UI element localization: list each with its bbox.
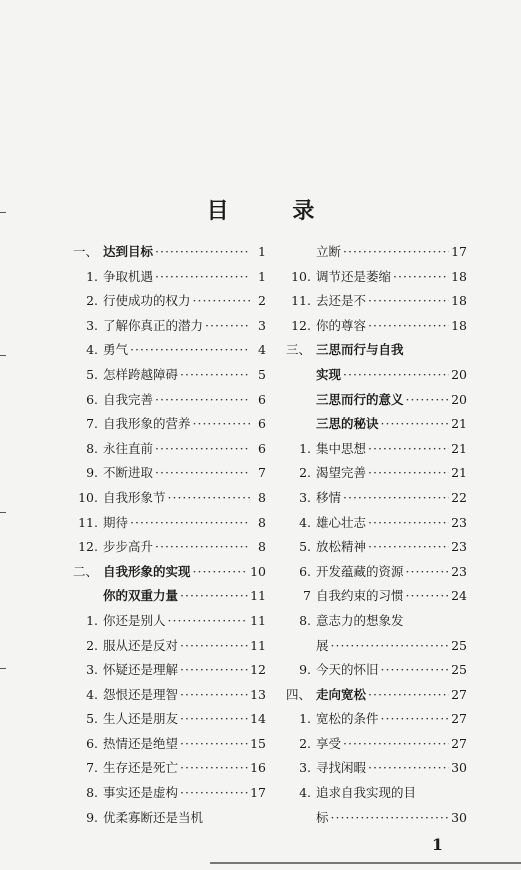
toc-entry-page: 11 bbox=[250, 588, 266, 604]
toc-entry-page: 25 bbox=[451, 662, 467, 678]
toc-entry-text: 开发蕴藏的资源 bbox=[316, 563, 404, 579]
toc-entry-number bbox=[283, 240, 316, 265]
toc-entry-number bbox=[283, 363, 316, 388]
toc-entry-page: 5 bbox=[258, 366, 266, 382]
toc-entry-text: 步步高升 bbox=[103, 539, 154, 555]
toc-entry bbox=[283, 240, 467, 265]
toc-entry-text: 实现 bbox=[316, 366, 342, 382]
toc-leader-dots bbox=[180, 756, 248, 781]
toc-entry-text: 生人还是朋友 bbox=[103, 711, 179, 727]
toc-entry-number: 12. bbox=[78, 539, 98, 555]
toc-entry-page: 20 bbox=[451, 391, 467, 407]
toc-entry bbox=[70, 781, 266, 806]
scan-mark bbox=[0, 668, 6, 669]
toc-entry-text: 不断进取 bbox=[103, 465, 154, 481]
toc-entry-text: 你还是别人 bbox=[103, 612, 166, 628]
toc-entry-number bbox=[70, 584, 103, 609]
toc-entry bbox=[283, 584, 467, 609]
toc-leader-dots bbox=[343, 240, 449, 265]
toc-entry-text: 自我形象节 bbox=[103, 489, 166, 505]
toc-entry-page: 1 bbox=[258, 268, 266, 284]
toc-entry bbox=[283, 609, 467, 634]
toc-entry bbox=[70, 535, 266, 560]
toc-entry-page: 17 bbox=[250, 785, 266, 801]
toc-entry-text: 雄心壮志 bbox=[316, 514, 367, 530]
toc-entry bbox=[283, 314, 467, 339]
bottom-rule bbox=[210, 862, 521, 864]
toc-entry-page: 15 bbox=[250, 735, 266, 751]
toc-entry-page: 10 bbox=[250, 563, 266, 579]
toc-entry bbox=[283, 388, 467, 413]
toc-entry-page: 1 bbox=[258, 244, 266, 259]
toc-entry bbox=[283, 560, 467, 585]
toc-entry-page: 30 bbox=[451, 809, 467, 825]
scan-mark bbox=[0, 512, 6, 513]
toc-entry-number: 5. bbox=[86, 711, 98, 727]
toc-leader-dots bbox=[368, 461, 449, 486]
toc-entry-text: 移情 bbox=[316, 489, 342, 505]
toc-entry-number: 2. bbox=[86, 293, 98, 309]
toc-entry-number bbox=[283, 634, 316, 659]
toc-entry-page: 3 bbox=[258, 317, 266, 333]
toc-entry-number: 2. bbox=[86, 637, 98, 653]
toc-entry-text: 怨恨还是理智 bbox=[103, 686, 179, 702]
toc-entry-page: 23 bbox=[451, 514, 467, 530]
toc-entry bbox=[70, 511, 266, 536]
toc-entry-number: 9. bbox=[86, 809, 98, 825]
toc-entry-number: 6. bbox=[86, 391, 98, 407]
toc-entry bbox=[70, 412, 266, 437]
toc-leader-dots bbox=[193, 289, 250, 314]
toc-entry-text: 怎样跨越障碍 bbox=[103, 366, 179, 382]
toc-entry-number: 2. bbox=[299, 465, 311, 481]
toc-entry-number: 6. bbox=[86, 735, 98, 751]
toc-entry-number: 三、 bbox=[285, 342, 311, 358]
toc-entry bbox=[70, 363, 266, 388]
toc-leader-dots bbox=[368, 511, 449, 536]
toc-entry-number: 7 bbox=[303, 588, 311, 604]
toc-entry-page: 24 bbox=[451, 588, 467, 604]
toc-leader-dots bbox=[180, 781, 248, 806]
toc-entry-page: 17 bbox=[451, 244, 467, 259]
toc-entry-number: 4. bbox=[299, 514, 311, 530]
toc-entry-page: 14 bbox=[250, 711, 266, 727]
toc-entry-text: 你的尊容 bbox=[316, 317, 367, 333]
scan-mark bbox=[0, 212, 6, 213]
toc-entry-number: 5. bbox=[86, 366, 98, 382]
toc-entry bbox=[283, 535, 467, 560]
toc-leader-dots bbox=[406, 388, 450, 413]
toc-entry-number: 12. bbox=[291, 317, 311, 333]
toc-entry-page: 8 bbox=[258, 514, 266, 530]
toc-leader-dots bbox=[180, 363, 250, 388]
toc-entry-text: 三思的秘诀 bbox=[316, 416, 379, 432]
toc-entry-text: 争取机遇 bbox=[103, 268, 154, 284]
toc-entry bbox=[283, 634, 467, 659]
toc-entry-number: 3. bbox=[86, 662, 98, 678]
toc-entry bbox=[283, 511, 467, 536]
toc-entry-number: 1. bbox=[86, 612, 98, 628]
toc-entry-page: 8 bbox=[258, 489, 266, 505]
toc-entry bbox=[283, 363, 467, 388]
toc-leader-dots bbox=[343, 486, 449, 511]
toc-leader-dots bbox=[368, 535, 449, 560]
toc-leader-dots bbox=[368, 683, 449, 708]
toc-entry-text: 怀疑还是理解 bbox=[103, 662, 179, 678]
toc-entry-text: 去还是不 bbox=[316, 293, 367, 309]
toc-leader-dots bbox=[381, 658, 450, 683]
toc-entry bbox=[283, 781, 467, 806]
toc-entry bbox=[70, 756, 266, 781]
toc-entry bbox=[283, 707, 467, 732]
toc-entry-text: 自我形象的实现 bbox=[103, 563, 191, 579]
toc-entry-number: 10. bbox=[78, 489, 98, 505]
toc-entry bbox=[283, 486, 467, 511]
toc-leader-dots bbox=[168, 609, 249, 634]
toc-entry-text: 达到目标 bbox=[103, 244, 154, 259]
toc-entry-text: 热情还是绝望 bbox=[103, 735, 179, 751]
toc-entry-page: 20 bbox=[451, 366, 467, 382]
toc-entry bbox=[70, 486, 266, 511]
toc-entry-text: 行使成功的权力 bbox=[103, 293, 191, 309]
toc-entry bbox=[70, 707, 266, 732]
toc-entry-text: 追求自我实现的目 bbox=[316, 785, 417, 801]
toc-entry-number: 一、 bbox=[72, 244, 98, 259]
toc-entry-page: 25 bbox=[451, 637, 467, 653]
toc-entry-number: 二、 bbox=[72, 563, 98, 579]
toc-leader-dots bbox=[155, 240, 250, 265]
toc-entry bbox=[283, 338, 467, 363]
toc-entry-page: 7 bbox=[258, 465, 266, 481]
toc-entry-page: 2 bbox=[258, 293, 266, 309]
toc-entry bbox=[70, 609, 266, 634]
toc-entry-text: 自我约束的习惯 bbox=[316, 588, 404, 604]
toc-leader-dots bbox=[343, 732, 449, 757]
toc-entry-text: 永往直前 bbox=[103, 440, 154, 456]
toc-entry-page: 21 bbox=[451, 416, 467, 432]
toc-entry-number: 6. bbox=[299, 563, 311, 579]
toc-entry bbox=[283, 683, 467, 708]
toc-entry-text: 寻找闲暇 bbox=[316, 760, 367, 776]
toc-leader-dots bbox=[180, 683, 248, 708]
toc-entry-page: 23 bbox=[451, 539, 467, 555]
toc-entry-page: 16 bbox=[250, 760, 266, 776]
toc-entry-number: 7. bbox=[86, 416, 98, 432]
toc-entry-number: 1. bbox=[299, 711, 311, 727]
toc-leader-dots bbox=[381, 707, 450, 732]
toc-entry bbox=[70, 289, 266, 314]
page-title: 目 录 bbox=[206, 198, 343, 224]
toc-leader-dots bbox=[205, 314, 250, 339]
toc-leader-dots bbox=[180, 707, 248, 732]
toc-entry-page: 23 bbox=[451, 563, 467, 579]
toc-entry bbox=[70, 265, 266, 290]
toc-entry-number: 四、 bbox=[285, 686, 311, 702]
toc-leader-dots bbox=[406, 560, 450, 585]
toc-leader-dots bbox=[130, 511, 250, 536]
toc-entry bbox=[283, 658, 467, 683]
toc-leader-dots bbox=[406, 584, 450, 609]
toc-leader-dots bbox=[180, 658, 248, 683]
toc-entry-text: 三思而行与自我 bbox=[316, 342, 404, 358]
toc-leader-dots bbox=[155, 265, 250, 290]
toc-entry-text: 期待 bbox=[103, 514, 129, 530]
toc-entry-page: 21 bbox=[451, 465, 467, 481]
toc-entry-text: 自我完善 bbox=[103, 391, 154, 407]
toc-leader-dots bbox=[368, 756, 449, 781]
toc-entry-number: 5. bbox=[299, 539, 311, 555]
toc-entry bbox=[70, 437, 266, 462]
toc-entry-text: 了解你真正的潜力 bbox=[103, 317, 204, 333]
toc-entry-text: 三思而行的意义 bbox=[316, 391, 404, 407]
scan-mark bbox=[0, 355, 6, 356]
toc-entry-page: 21 bbox=[451, 440, 467, 456]
toc-entry-number bbox=[283, 806, 316, 831]
toc-leader-dots bbox=[343, 363, 449, 388]
toc-entry-number: 9. bbox=[86, 465, 98, 481]
toc-entry-page: 6 bbox=[258, 440, 266, 456]
toc-right-column bbox=[283, 240, 467, 830]
toc-leader-dots bbox=[168, 486, 250, 511]
toc-entry-text: 展 bbox=[316, 637, 329, 653]
toc-entry-number: 3. bbox=[86, 317, 98, 333]
toc-entry-number: 3. bbox=[299, 760, 311, 776]
toc-entry-page: 18 bbox=[451, 268, 467, 284]
toc-entry bbox=[70, 584, 266, 609]
toc-entry-page: 8 bbox=[258, 539, 266, 555]
toc-entry-page: 12 bbox=[250, 662, 266, 678]
toc-entry-page: 22 bbox=[451, 489, 467, 505]
toc-leader-dots bbox=[193, 412, 250, 437]
toc-entry-number: 8. bbox=[86, 785, 98, 801]
toc-entry-text: 你的双重力量 bbox=[103, 588, 179, 604]
toc-entry-number: 2. bbox=[299, 735, 311, 751]
toc-entry-page: 30 bbox=[451, 760, 467, 776]
toc-entry bbox=[70, 388, 266, 413]
toc-entry-text: 服从还是反对 bbox=[103, 637, 179, 653]
toc-leader-dots bbox=[130, 338, 250, 363]
toc-entry-text: 标 bbox=[316, 809, 329, 825]
toc-leader-dots bbox=[180, 584, 248, 609]
toc-left-column bbox=[70, 240, 266, 830]
toc-entry-text: 调节还是萎缩 bbox=[316, 268, 392, 284]
toc-entry-text: 宽松的条件 bbox=[316, 711, 379, 727]
toc-entry-number: 3. bbox=[299, 489, 311, 505]
toc-entry-text: 生存还是死亡 bbox=[103, 760, 179, 776]
toc-entry bbox=[283, 806, 467, 831]
toc-entry-page: 11 bbox=[250, 612, 266, 628]
toc-entry-text: 事实还是虚构 bbox=[103, 785, 179, 801]
toc-leader-dots bbox=[368, 314, 449, 339]
toc-entry bbox=[70, 240, 266, 265]
toc-leader-dots bbox=[180, 634, 248, 659]
toc-leader-dots bbox=[155, 437, 250, 462]
toc-entry-page: 18 bbox=[451, 293, 467, 309]
toc-entry-text: 意志力的想象发 bbox=[316, 612, 404, 628]
toc-entry bbox=[283, 461, 467, 486]
toc-entry bbox=[70, 338, 266, 363]
toc-entry-number: 4. bbox=[299, 785, 311, 801]
toc-entry-page: 4 bbox=[258, 342, 266, 358]
toc-entry-text: 放松精神 bbox=[316, 539, 367, 555]
toc-entry-number: 7. bbox=[86, 760, 98, 776]
toc-entry-text: 享受 bbox=[316, 735, 342, 751]
toc-entry-number: 8. bbox=[86, 440, 98, 456]
toc-entry-number bbox=[283, 412, 316, 437]
page-number: 1 bbox=[431, 835, 443, 854]
toc-entry-number: 4. bbox=[86, 342, 98, 358]
toc-entry bbox=[70, 314, 266, 339]
toc-entry-page: 6 bbox=[258, 416, 266, 432]
toc-entry bbox=[283, 289, 467, 314]
toc-entry bbox=[283, 437, 467, 462]
toc-leader-dots bbox=[180, 732, 248, 757]
toc-entry bbox=[283, 265, 467, 290]
toc-leader-dots bbox=[155, 388, 250, 413]
toc-entry-text: 今天的怀旧 bbox=[316, 662, 379, 678]
toc-entry bbox=[70, 683, 266, 708]
toc-entry-page: 6 bbox=[258, 391, 266, 407]
toc-entry-text: 自我形象的营养 bbox=[103, 416, 191, 432]
toc-leader-dots bbox=[368, 437, 449, 462]
toc-entry bbox=[70, 732, 266, 757]
toc-entry bbox=[283, 756, 467, 781]
toc-entry-number: 1. bbox=[86, 268, 98, 284]
toc-entry-page: 18 bbox=[451, 317, 467, 333]
toc-entry-text: 集中思想 bbox=[316, 440, 367, 456]
toc-leader-dots bbox=[193, 560, 249, 585]
toc-entry-number: 10. bbox=[291, 268, 311, 284]
toc-entry bbox=[70, 461, 266, 486]
toc-leader-dots bbox=[155, 535, 250, 560]
toc-entry bbox=[70, 806, 266, 831]
toc-entry-page: 27 bbox=[451, 735, 467, 751]
toc-entry-number bbox=[283, 388, 316, 413]
toc-entry-number: 8. bbox=[299, 612, 311, 628]
toc-entry bbox=[70, 658, 266, 683]
toc-leader-dots bbox=[155, 461, 250, 486]
toc-leader-dots bbox=[331, 806, 450, 831]
toc-entry-number: 9. bbox=[299, 662, 311, 678]
toc-entry-number: 4. bbox=[86, 686, 98, 702]
toc-entry-page: 27 bbox=[451, 686, 467, 702]
toc-entry-text: 立断 bbox=[316, 244, 342, 259]
toc-entry-number: 11. bbox=[291, 293, 311, 309]
toc-entry-number: 11. bbox=[78, 514, 98, 530]
toc-leader-dots bbox=[368, 289, 449, 314]
toc-entry-page: 11 bbox=[250, 637, 266, 653]
toc-leader-dots bbox=[331, 634, 450, 659]
toc-leader-dots bbox=[381, 412, 450, 437]
toc-entry bbox=[70, 560, 266, 585]
toc-entry-text: 走向宽松 bbox=[316, 686, 367, 702]
toc-entry-text: 勇气 bbox=[103, 342, 129, 358]
toc-leader-dots bbox=[393, 265, 449, 290]
toc-entry bbox=[283, 732, 467, 757]
toc-entry-number: 1. bbox=[299, 440, 311, 456]
toc-entry-page: 13 bbox=[250, 686, 266, 702]
toc-entry-text: 优柔寡断还是当机 bbox=[103, 809, 204, 825]
toc-entry bbox=[283, 412, 467, 437]
toc-entry bbox=[70, 634, 266, 659]
toc-entry-page: 27 bbox=[451, 711, 467, 727]
toc-entry-text: 渴望完善 bbox=[316, 465, 367, 481]
